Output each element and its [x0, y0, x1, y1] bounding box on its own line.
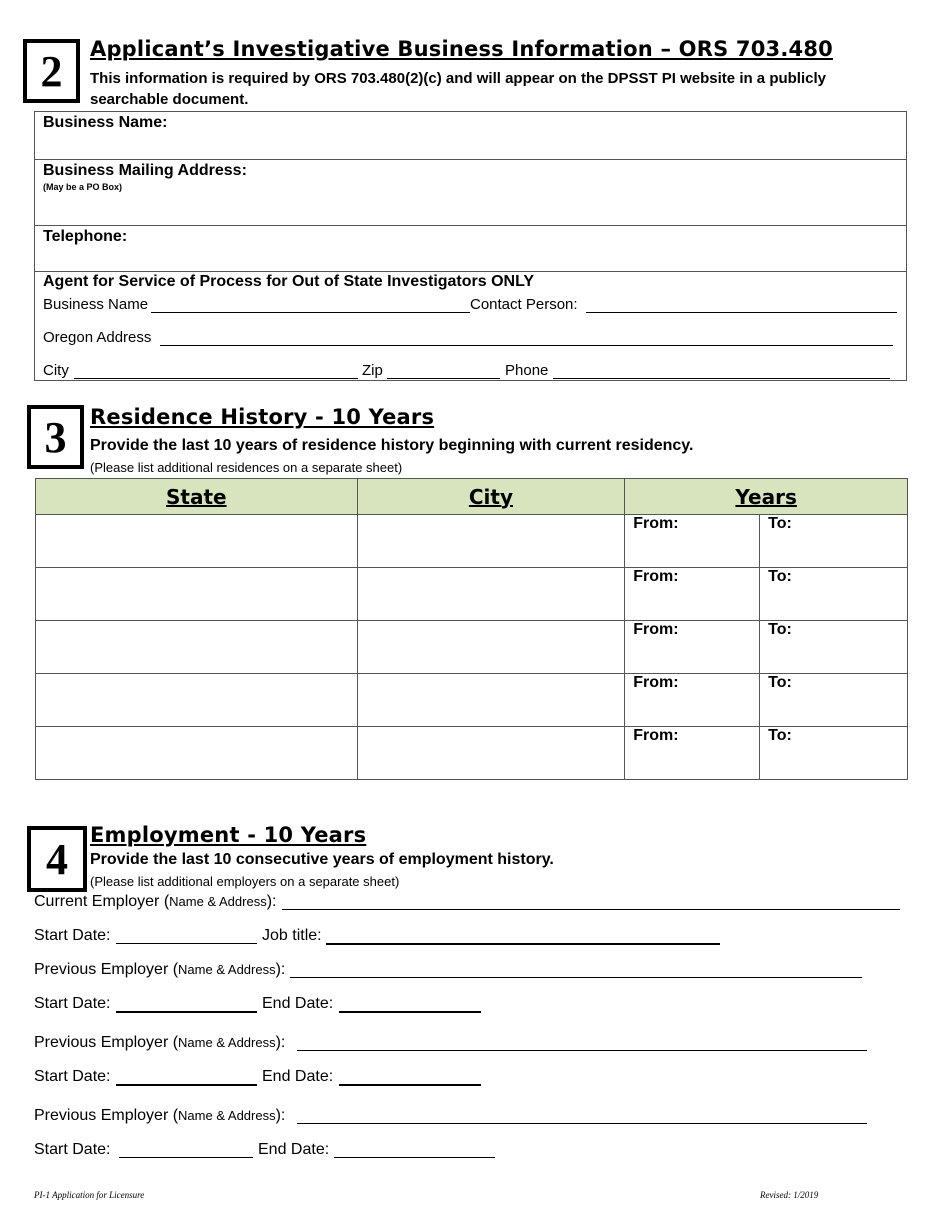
start-date-field[interactable] [116, 927, 257, 944]
agent-contact-person-label: Contact Person: [470, 296, 578, 313]
section-3-number: 3 [44, 412, 67, 462]
divider [34, 225, 907, 226]
business-name-field[interactable] [200, 113, 900, 157]
section-4-number-box [27, 826, 87, 892]
end-date-label: End Date: [258, 1141, 330, 1158]
section-3-number-box [27, 405, 84, 469]
years-header: Years [625, 479, 908, 515]
start-date-label: Start Date: [34, 1141, 111, 1158]
mailing-address-note: (May be a PO Box) [43, 182, 123, 192]
end-date-label: End Date: [262, 995, 334, 1012]
city-cell[interactable] [357, 568, 625, 621]
end-date-field[interactable] [339, 1068, 481, 1086]
start-date-label: Start Date: [34, 995, 111, 1012]
from-cell[interactable]: From: [625, 515, 760, 568]
section-3-title: Residence History - 10 Years [90, 405, 435, 429]
divider [34, 271, 907, 272]
from-cell[interactable]: From: [625, 568, 760, 621]
state-cell[interactable] [36, 727, 358, 780]
job-title-field[interactable] [326, 927, 720, 945]
business-mailing-address-field[interactable] [280, 161, 900, 223]
city-header: City [357, 479, 625, 515]
start-date-field[interactable] [116, 995, 257, 1013]
previous-employer-field[interactable] [297, 1107, 867, 1124]
section-4-subtitle: Provide the last 10 consecutive years of employment history. [90, 851, 554, 868]
start-date-label: Start Date: [34, 927, 111, 944]
telephone-field[interactable] [150, 227, 900, 269]
telephone-label: Telephone: [43, 228, 128, 245]
current-employer-label: Current Employer (Name & Address): [34, 893, 277, 910]
job-title-label: Job title: [262, 927, 322, 944]
table-header-row [36, 479, 908, 515]
section-4-number: 4 [46, 834, 68, 884]
start-date-label: Start Date: [34, 1068, 111, 1085]
section-2-title: Applicant’s Investigative Business Information – ORS 703.480 [90, 37, 833, 61]
state-cell[interactable] [36, 515, 358, 568]
from-cell[interactable]: From: [625, 621, 760, 674]
city-cell[interactable] [357, 674, 625, 727]
end-date-field[interactable] [334, 1141, 495, 1158]
start-date-field[interactable] [116, 1068, 257, 1086]
business-name-label: Business Name: [43, 114, 168, 131]
agent-city-label: City [43, 362, 69, 379]
state-cell[interactable] [36, 621, 358, 674]
agent-contact-person-field[interactable] [586, 296, 897, 313]
section-3-subtitle: Provide the last 10 years of residence history beginning with current residency. [90, 437, 694, 454]
agent-business-name-field[interactable] [151, 296, 470, 313]
city-cell[interactable] [357, 515, 625, 568]
agent-city-field[interactable] [74, 362, 358, 379]
to-cell[interactable]: To: [760, 621, 908, 674]
table-row [36, 621, 908, 674]
business-mailing-address-label: Business Mailing Address: [43, 162, 247, 179]
to-cell[interactable]: To: [760, 674, 908, 727]
agent-phone-label: Phone [505, 362, 549, 379]
section-3-note: (Please list additional residences on a separate sheet) [90, 460, 403, 475]
section-4-note: (Please list additional employers on a separate sheet) [90, 874, 400, 889]
from-cell[interactable]: From: [625, 674, 760, 727]
previous-employer-label: Previous Employer (Name & Address): [34, 961, 286, 978]
residence-history-table [35, 478, 908, 780]
state-cell[interactable] [36, 568, 358, 621]
footer-form-name: PI-1 Application for Licensure [34, 1190, 145, 1200]
state-cell[interactable] [36, 674, 358, 727]
divider [34, 159, 907, 160]
end-date-label: End Date: [262, 1068, 334, 1085]
current-employer-field[interactable] [282, 893, 900, 910]
section-2-subtitle: This information is required by ORS 703.480(2)(c) and will appear on the DPSST PI website in a publicly searchable document. [90, 70, 826, 108]
to-cell[interactable]: To: [760, 727, 908, 780]
agent-oregon-address-label: Oregon Address [43, 329, 152, 346]
section-2-number: 2 [40, 46, 63, 96]
previous-employer-field[interactable] [290, 961, 862, 978]
agent-zip-field[interactable] [387, 362, 500, 379]
agent-phone-field[interactable] [553, 362, 890, 379]
table-row [36, 515, 908, 568]
agent-oregon-address-field[interactable] [160, 329, 893, 346]
previous-employer-label: Previous Employer (Name & Address): [34, 1107, 286, 1124]
table-row [36, 674, 908, 727]
agent-heading: Agent for Service of Process for Out of State Investigators ONLY [43, 273, 535, 290]
city-cell[interactable] [357, 621, 625, 674]
state-header: State [36, 479, 358, 515]
footer-revised-date: Revised: 1/2019 [760, 1190, 819, 1200]
end-date-field[interactable] [339, 995, 481, 1013]
previous-employer-field[interactable] [297, 1034, 867, 1051]
table-row [36, 568, 908, 621]
previous-employer-label: Previous Employer (Name & Address): [34, 1034, 286, 1051]
agent-zip-label: Zip [362, 362, 383, 379]
table-row [36, 727, 908, 780]
section-4-title: Employment - 10 Years [90, 823, 367, 847]
city-cell[interactable] [357, 727, 625, 780]
from-cell[interactable]: From: [625, 727, 760, 780]
section-2-number-box [23, 39, 80, 103]
start-date-field[interactable] [119, 1141, 253, 1158]
to-cell[interactable]: To: [760, 515, 908, 568]
to-cell[interactable]: To: [760, 568, 908, 621]
agent-business-name-label: Business Name [43, 296, 149, 313]
